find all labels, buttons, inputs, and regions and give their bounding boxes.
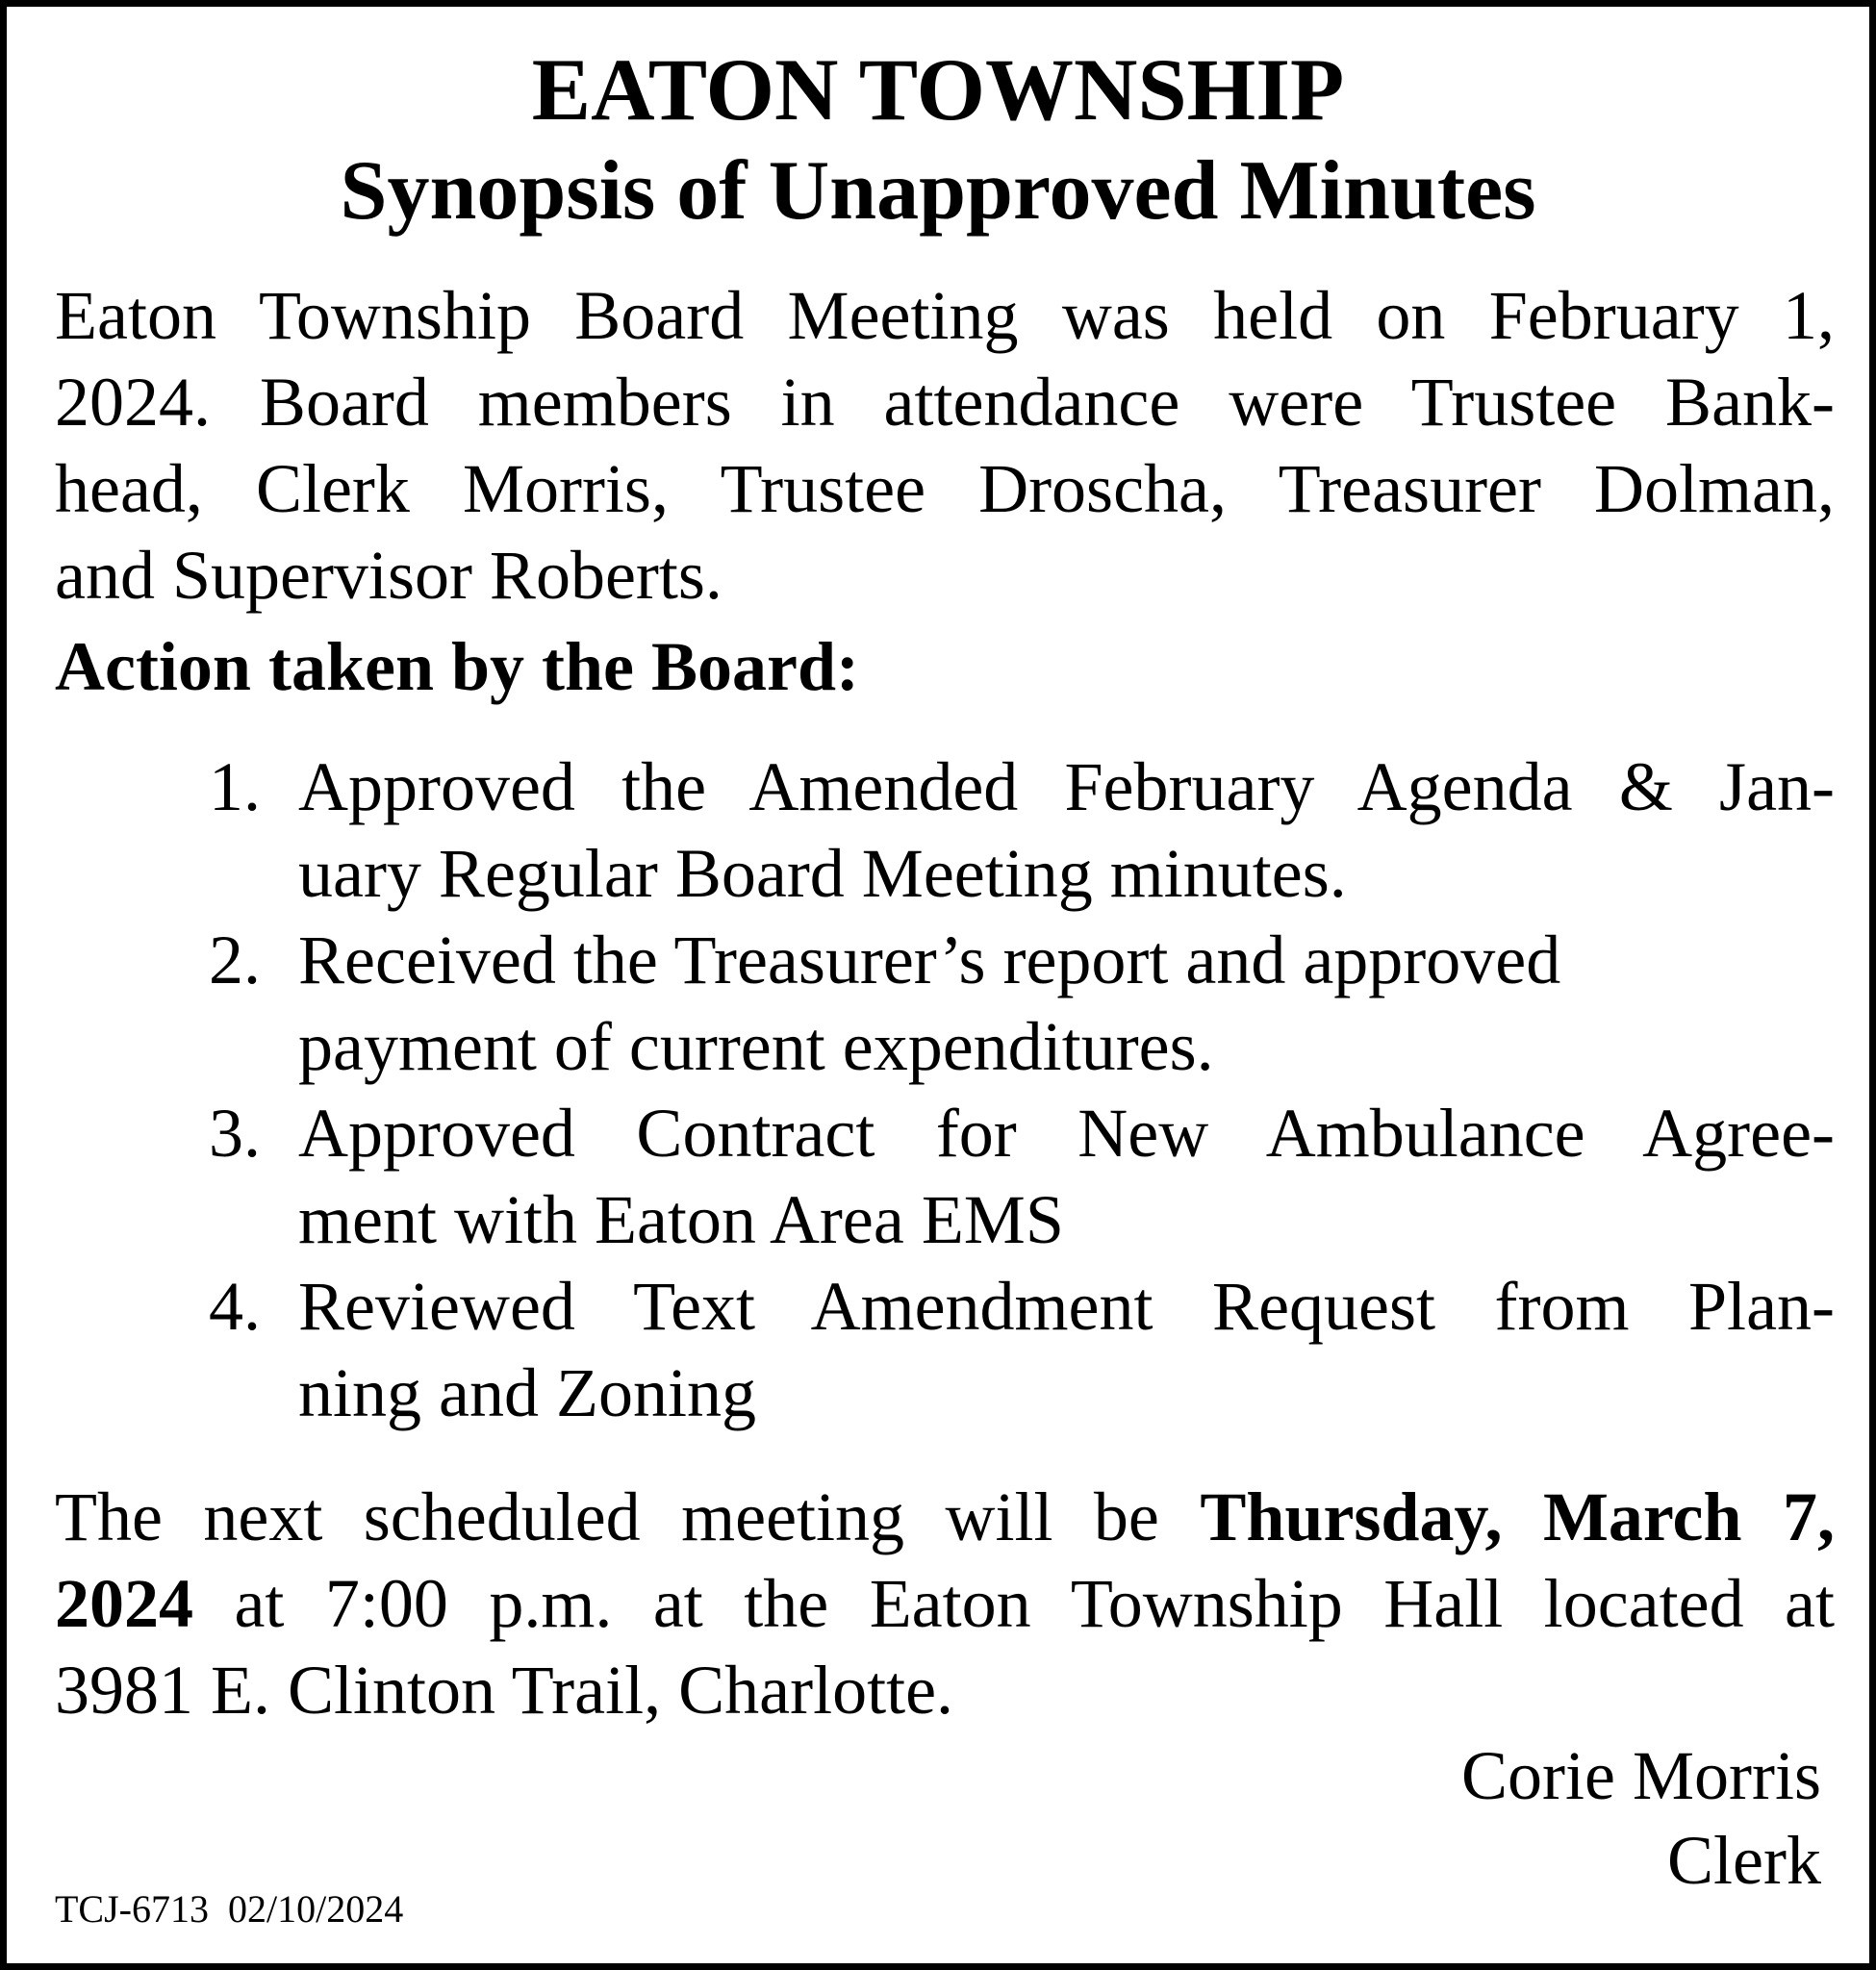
signer-title: Clerk: [1667, 1822, 1821, 1899]
action-number: 4.: [209, 1268, 261, 1345]
next-meeting-prefix: The next scheduled meeting will be: [55, 1478, 1201, 1555]
action-text-line: uary Regular Board Meeting minutes.: [298, 835, 1347, 912]
action-number: 2.: [209, 922, 261, 998]
action-text-line: payment of current expenditures.: [298, 1008, 1214, 1085]
action-number: 3.: [209, 1095, 261, 1172]
action-item: [209, 744, 1835, 917]
intro-line: head, Clerk Morris, Trustee Droscha, Treasurer Dolman,: [55, 450, 1835, 527]
action-heading: Action taken by the Board:: [55, 628, 860, 705]
notice-title: EATON TOWNSHIP: [531, 40, 1345, 139]
notice-subtitle: Synopsis of Unapproved Minutes: [340, 144, 1536, 238]
next-meeting-address: 3981 E. Clinton Trail, Charlotte.: [55, 1652, 954, 1729]
action-item: [209, 1090, 1835, 1263]
intro-paragraph: [55, 272, 1835, 619]
next-meeting-location: at 7:00 p.m. at the Eaton Township Hall located at: [193, 1565, 1835, 1642]
publication-code: TCJ-6713 02/10/2024: [55, 1887, 404, 1931]
next-meeting-line: [55, 1474, 1835, 1560]
action-item: [209, 917, 1835, 1090]
action-list: [209, 744, 1835, 1436]
intro-line: 2024. Board members in attendance were Trustee Bank-: [55, 364, 1835, 441]
next-meeting-line: [55, 1560, 1835, 1647]
next-meeting-date: Thursday, March 7,: [1200, 1478, 1835, 1555]
action-text-line: Received the Treasurer’s report and approved: [298, 922, 1561, 998]
action-text-line: ment with Eaton Area EMS: [298, 1181, 1064, 1258]
action-text-line: Approved the Amended February Agenda & Jan-: [298, 748, 1835, 825]
action-text-line: Reviewed Text Amendment Request from Plan-: [298, 1268, 1835, 1345]
action-number: 1.: [209, 748, 261, 825]
signer-name: Corie Morris: [1461, 1737, 1821, 1814]
intro-line: and Supervisor Roberts.: [55, 537, 723, 614]
signature-block: [1461, 1733, 1821, 1903]
next-meeting-year: 2024: [55, 1565, 193, 1642]
action-item: [209, 1263, 1835, 1436]
next-meeting-paragraph: [55, 1474, 1835, 1733]
action-text-line: ning and Zoning: [298, 1354, 756, 1431]
action-text-line: Approved Contract for New Ambulance Agree-: [298, 1095, 1835, 1172]
intro-line: Eaton Township Board Meeting was held on February 1,: [55, 277, 1835, 354]
